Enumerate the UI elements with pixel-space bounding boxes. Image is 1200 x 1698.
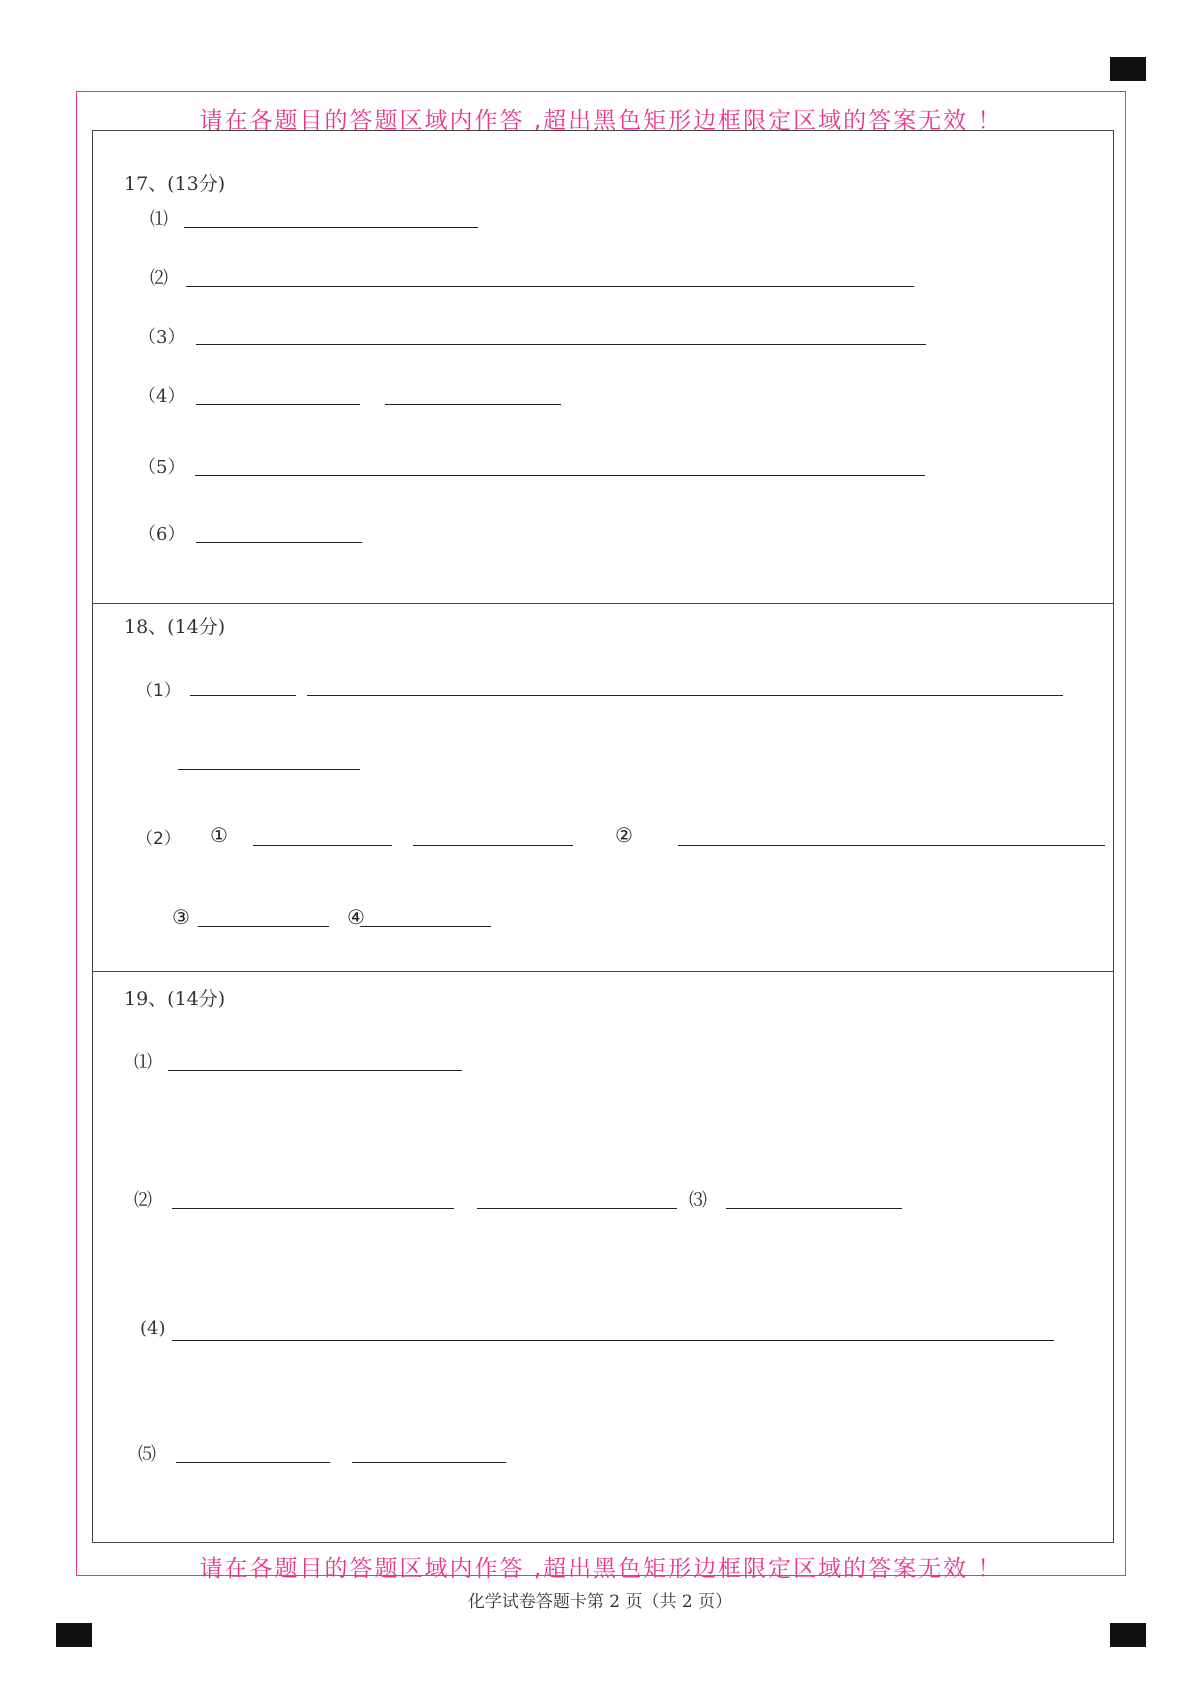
q19-part-4-label: (4)	[140, 1318, 166, 1339]
q18-circled-1: ①	[210, 823, 228, 847]
notice-bottom: 请在各题目的答题区域内作答 ,超出黑色矩形边框限定区域的答案无效 ！	[199, 1556, 1003, 1582]
q18-part-1-label: （1）	[136, 681, 181, 701]
q18-part-1-blank-b[interactable]	[307, 695, 1063, 696]
q18-part-1-blank-c[interactable]	[178, 769, 360, 770]
q17-part-3-blank[interactable]	[196, 344, 926, 345]
q19-part-1-label: ⑴	[134, 1052, 152, 1073]
answer-area-box	[92, 130, 1114, 1543]
q17-part-1-blank[interactable]	[184, 227, 478, 228]
q18-part-2-1-blank-b[interactable]	[413, 845, 573, 846]
q17-part-5-blank[interactable]	[195, 475, 925, 476]
q19-part-4-blank[interactable]	[172, 1340, 1054, 1341]
q18-part-2-label: （2）	[136, 829, 181, 849]
q17-part-2-label: ⑵	[150, 268, 168, 289]
q17-part-2-blank[interactable]	[186, 286, 914, 287]
q17-part-4-blank-b[interactable]	[385, 404, 561, 405]
q19-part-3-label: ⑶	[689, 1190, 707, 1211]
registration-mark-bottom-left	[56, 1623, 92, 1647]
q19-part-5-blank-b[interactable]	[352, 1462, 506, 1463]
q18-circled-4: ④	[347, 905, 365, 929]
q17-part-6-blank[interactable]	[196, 542, 362, 543]
q18-circled-3: ③	[172, 905, 190, 929]
q18-circled-2: ②	[615, 823, 633, 847]
q19-part-1-blank[interactable]	[168, 1070, 462, 1071]
q19-part-5-label: ⑸	[138, 1444, 156, 1465]
q18-part-1-blank-a[interactable]	[190, 695, 296, 696]
q19-part-2-label: ⑵	[134, 1190, 152, 1211]
question-17-title: 17、(13分)	[124, 173, 226, 195]
question-19-title: 19、(14分)	[124, 988, 226, 1010]
registration-mark-bottom-right	[1110, 1623, 1146, 1647]
notice-top: 请在各题目的答题区域内作答 ,超出黑色矩形边框限定区域的答案无效 ！	[199, 108, 1003, 134]
q18-part-2-4-blank[interactable]	[360, 926, 491, 927]
q18-part-2-2-blank[interactable]	[678, 845, 1105, 846]
q17-part-5-label: （5）	[138, 457, 186, 478]
q17-part-1-label: ⑴	[150, 209, 168, 230]
page-footer: 化学试卷答题卡第 2 页（共 2 页）	[467, 1592, 733, 1612]
q19-part-2-blank-a[interactable]	[172, 1208, 454, 1209]
question-18-title: 18、(14分)	[124, 616, 226, 638]
registration-mark-top-right	[1110, 57, 1146, 81]
q17-part-4-label: （4）	[138, 386, 186, 407]
divider-17-18	[92, 603, 1114, 604]
q18-part-2-1-blank-a[interactable]	[253, 845, 392, 846]
q19-part-3-blank[interactable]	[726, 1208, 902, 1209]
divider-18-19	[92, 971, 1114, 972]
q17-part-3-label: （3）	[138, 327, 186, 348]
q18-part-2-3-blank[interactable]	[198, 926, 329, 927]
q17-part-6-label: （6）	[138, 524, 186, 545]
q17-part-4-blank-a[interactable]	[196, 404, 360, 405]
q19-part-5-blank-a[interactable]	[176, 1462, 330, 1463]
q19-part-2-blank-b[interactable]	[477, 1208, 677, 1209]
